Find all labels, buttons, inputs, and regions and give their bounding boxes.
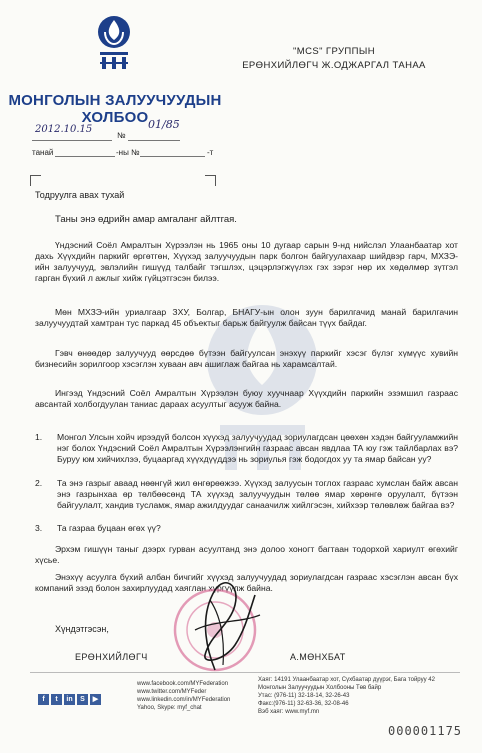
footer-divider [30,672,460,673]
address-line: Хаяг: 14191 Улаанбаатар хот, Сүхбаатар дүүрэг, Бага тойруу 42 [258,677,435,683]
question-item-2 [35,478,458,511]
letter-number: 01/85 [148,118,180,131]
question-item-1 [35,432,458,465]
linkedin-icon[interactable]: in [64,694,75,705]
organization-name-line1: МОНГОЛЫН ЗАЛУУЧУУДЫН [8,92,222,109]
chat-handle: Yahoo, Skype: myf_chat [137,705,202,711]
website-line[interactable]: Вэб хаяг: www.myf.mn [258,709,320,715]
youtube-icon[interactable]: ▶ [90,694,101,705]
question-number: 2. [35,478,43,488]
skype-icon[interactable]: S [77,694,88,705]
address-line: Монголын Залуучуудын Холбооны Төв байр [258,685,382,691]
handwritten-signature [185,575,265,675]
reference-line-2 [140,156,205,157]
organization-logo [92,14,136,72]
closing-salutation: Хүндэтгэсэн, [55,624,109,634]
question-item-3 [35,523,458,534]
number-line [128,140,180,141]
paragraph-history: Үндэсний Соёл Амралтын Хүрээлэн нь 1965 оны 10 дугаар сарын 9-нд нийслэл Улаанбаатар хот дахь Хүүхдийн паркийг өргөтгөн, Хүүхэд залуучуудын парк болгон байгуулахаар шийдвэр гарч, МХЗЭ-ийн залуучууд, эвлэлийн гишүүд талбайг тэгшлэх, цэцэрлэгжүүлэх гэх зэрэг нөр их хөдөлмөр зүтгэл гарган бүхий л ажлыг хийж гүйцэтгэсэн билээ. [35,240,458,283]
paragraph-deadline: Эрхэм гишүүн таныг дээрх гурван асуултанд энэ долоо хоногт багтаан тодорхой хариулт өгөхийг хүсье. [35,544,458,565]
signatory-name: А.МӨНХБАТ [290,652,346,662]
reference-label-3: -т [207,148,214,157]
reference-line-1 [55,156,115,157]
recipient-line2: ЕРӨНХИЙЛӨГЧ Ж.ОДЖАРГАЛ ТАНАА [242,60,426,71]
question-number: 3. [35,523,43,533]
facebook-link[interactable]: www.facebook.com/MYFederation [137,681,229,687]
social-icons [38,688,103,706]
recipient-line1: "MCS" ГРУППЫН [293,46,375,57]
corner-bracket-right [205,175,216,186]
signatory-title: ЕРӨНХИЙЛӨГЧ [75,652,148,662]
paragraph-distribution: Энэхүү асуулга бүхий албан бичгийг хүүхэд залуучуудад зориулагдсан газраас хэсэглэн авсан бүх компаний эзэд болон захирлуудад хаяглан хүргүүлж байна. [35,572,458,593]
question-text: Та газраа буцаан өгөх үү? [57,523,161,533]
reference-label-1: танай [32,148,54,157]
paragraph-concern: Гэвч өнөөдөр залуучууд өөрсдөө бүтээн байгуулсан энэхүү паркийг хэсэг бүлэг хүмүүс хувийн бизнесийн зорилгоор хэсэглэн хуваан авч ашиглаж байгаа нь харамсалтай. [35,348,458,369]
question-number: 1. [35,432,43,442]
facebook-icon[interactable]: f [38,694,49,705]
phone-line: Утас: (976-11) 32-18-14, 32-26-43 [258,693,350,699]
letter-number-label: № [117,131,126,140]
footer-links [137,680,230,712]
question-text: Та энэ газрыг аваад нөөнгүй жил өнгөрөөжээ. Хүүхэд залуусын тоглох газраас хумслан байж авсан энэ газрынхаа өр төлбөөсөнд ТА хүүхэд залуучуудын төлөө ямар хөрөнгө оруулалт, бүтээн байгуулалт, хандив тусламж, ямар ажилдуудаг санаачилж хийлгэсэн, хийхээр төлөвлөж байгаа вэ? [57,478,458,510]
twitter-link[interactable]: www.twitter.com/MYFeder [137,689,207,695]
subject-line: Тодруулга авах тухай [35,190,125,200]
letter-date: 2012.10.15 [35,124,93,135]
twitter-icon[interactable]: t [51,694,62,705]
greeting: Таны энэ өдрийн амар амгаланг айлтгая. [55,214,237,225]
footer-address [258,676,435,716]
document-serial-number: 000001175 [388,724,463,738]
linkedin-link[interactable]: www.linkedin.com/in/MYFederation [137,697,231,703]
paragraph-request: Ингээд Үндэсний Соёл Амралтын Хүрээлэн буюу хуучнаар Хүүхдийн паркийн эзэмшил газраас авсантай холбогдуулан таниас дараах асуултыг асууж байна. [35,388,458,409]
date-line [32,140,112,141]
question-text: Монгол Улсын хойч ирээдүй болсон хүүхэд залуучуудад зориулагдсан цөөхөн хэдэн байгууламжийн нэг болох Үндэсний Соёл Амралтын Хүрээлэнгийн газраас авсан явдлаа ТА юу гэж тайлбарлах вэ? Буруу юм хийчихлээ, буцааргад хүүхдүүддээ нь зориулья гэж бодогдох уу та ямар байсан уу? [57,432,458,464]
paragraph-construction: Мөн МХЗЭ-ийн уриалгаар ЗХУ, Болгар, БНАГУ-ын олон зуун барилгачид манай барилгачин залуучуудтай хамтран тус паркад 45 объектыг барьж байгуулж байсан түүх байдаг. [35,307,458,328]
reference-label-2: -ны № [116,148,140,157]
corner-bracket-left [30,175,41,186]
organization-name-line2: ХОЛБОО [81,109,149,126]
fax-line: Факс:(976-11) 32-63-36, 32-08-46 [258,701,349,707]
